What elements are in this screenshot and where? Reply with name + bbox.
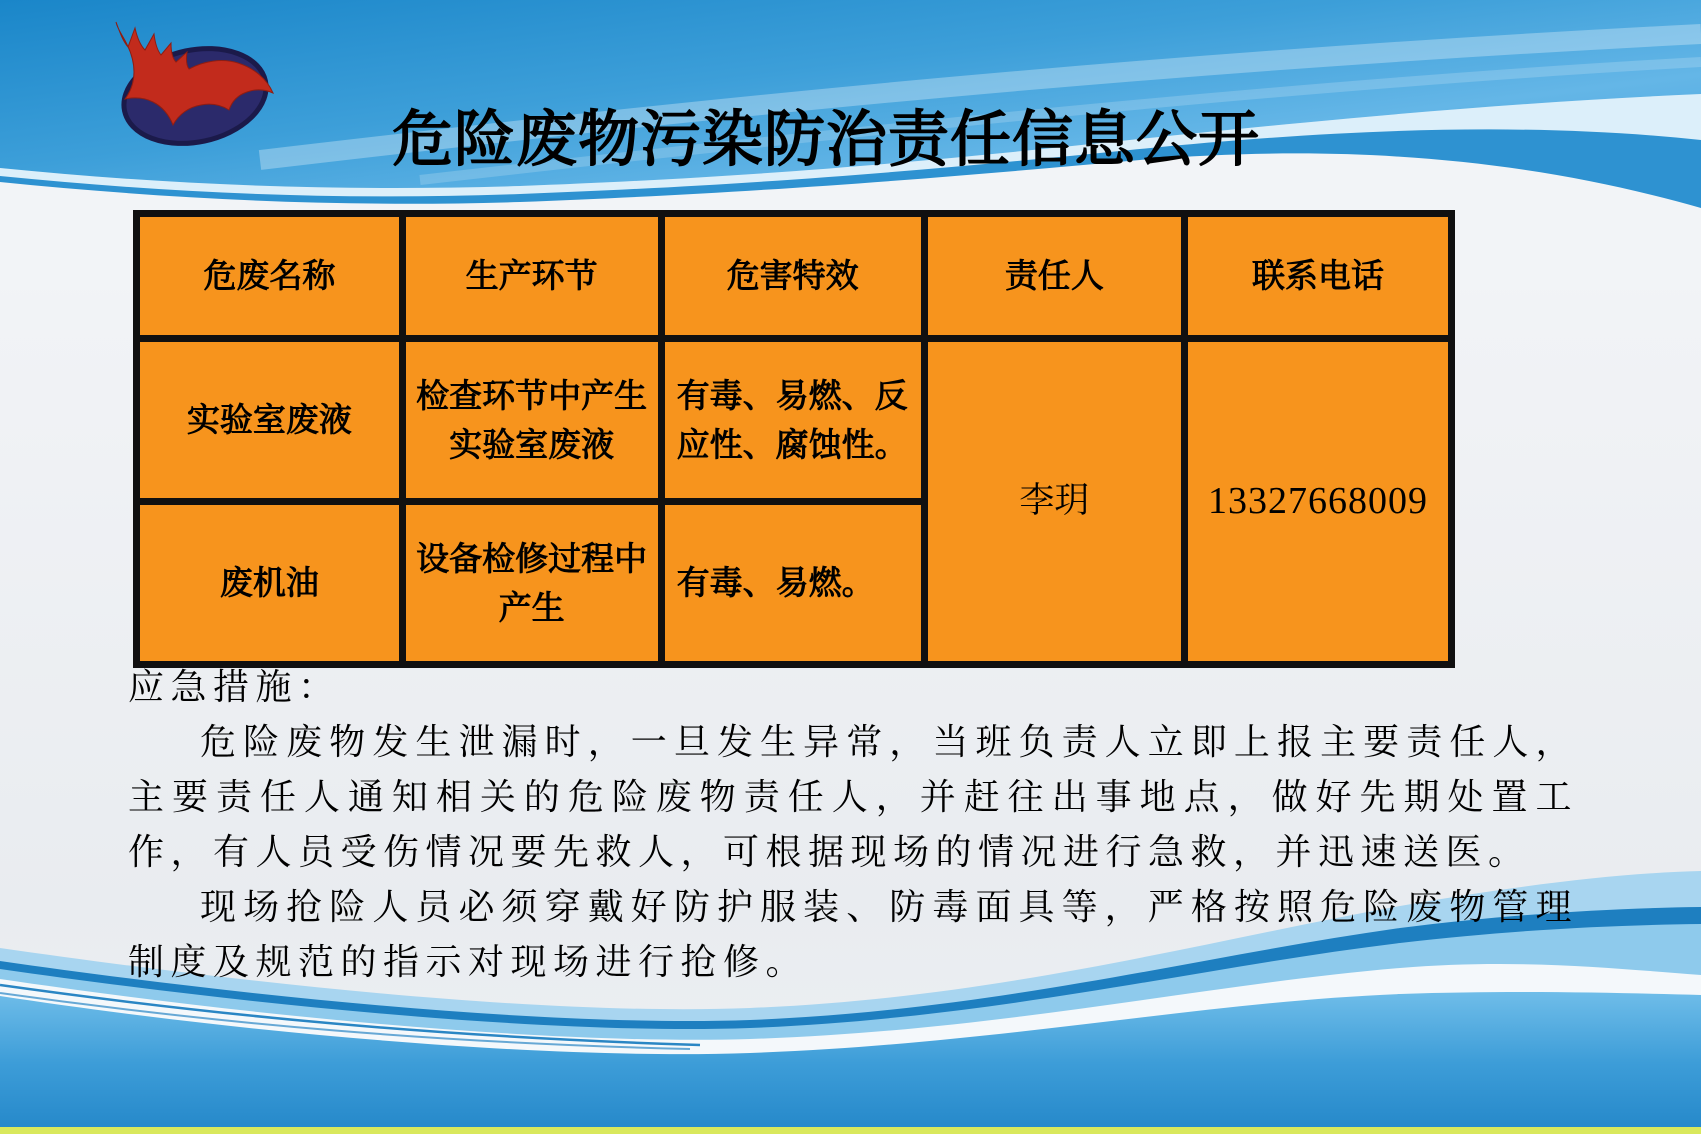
hazard-table (133, 210, 1455, 668)
company-logo (100, 18, 285, 158)
cell-waste-name: 废机油 (137, 502, 403, 665)
col-header-responsible: 责任人 (924, 214, 1184, 339)
col-header-process: 生产环节 (402, 214, 661, 339)
hazard-table-container (133, 210, 1455, 668)
cell-process: 检查环节中产生实验室废液 (402, 339, 661, 502)
cell-waste-name: 实验室废液 (137, 339, 403, 502)
page-title: 危险废物污染防治责任信息公开 (392, 104, 1261, 173)
emergency-paragraph-1: 危险废物发生泄漏时，一旦发生异常，当班负责人立即上报主要责任人，主要责任人通知相关的危险废物责任人，并赶往出事地点，做好先期处置工作，有人员受伤情况要先救人，可根据现场的情况进行急救，并迅速送医。 (128, 722, 1578, 873)
col-header-hazard: 危害特效 (661, 214, 924, 339)
cell-hazard: 有毒、易燃。 (661, 502, 924, 665)
table-row-lab-waste (137, 339, 1452, 502)
emergency-heading: 应急措施： (128, 667, 341, 708)
emergency-section (128, 660, 1578, 990)
table-header-row (137, 214, 1452, 339)
col-header-waste-name: 危废名称 (137, 214, 403, 339)
cell-responsible: 李玥 (924, 339, 1184, 665)
emergency-paragraph-2: 现场抢险人员必须穿戴好防护服装、防毒面具等，严格按照危险废物管理制度及规范的指示对现场进行抢修。 (128, 887, 1578, 983)
bottom-strip (0, 1127, 1701, 1134)
cell-process: 设备检修过程中产生 (402, 502, 661, 665)
col-header-phone: 联系电话 (1185, 214, 1452, 339)
cell-hazard: 有毒、易燃、反应性、腐蚀性。 (661, 339, 924, 502)
cell-phone: 13327668009 (1185, 339, 1452, 665)
